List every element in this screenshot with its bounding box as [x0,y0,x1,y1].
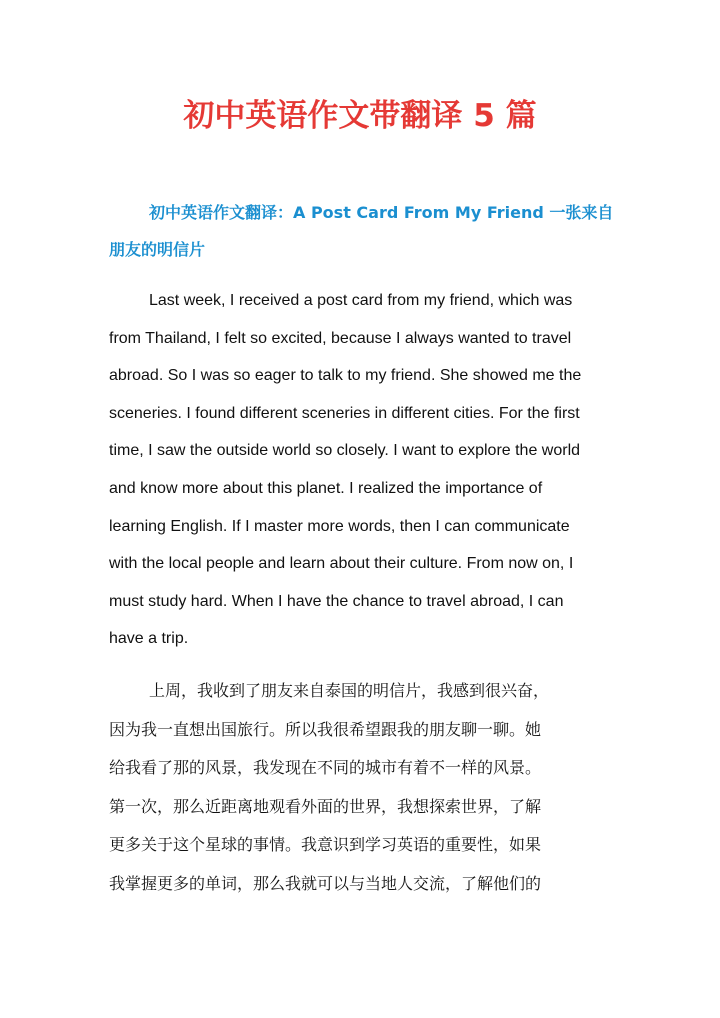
chinese-line: 给我看了那的风景，我发现在不同的城市有着不一样的风景。 [109,758,542,777]
english-line: from Thailand, I felt so excited, because I always wanted to travel [109,329,572,347]
chinese-line: 上周，我收到了朋友来自泰国的明信片，我感到很兴奋， [149,681,550,700]
chinese-line: 更多关于这个星球的事情。我意识到学习英语的重要性，如果 [109,835,542,854]
english-paragraph [109,282,619,658]
english-line: time, I saw the outside world so closely. I want to explore the world [109,442,581,460]
essay-subtitle-line-1 [109,194,619,231]
essay-subtitle-line-2: 朋友的明信片 [109,240,206,259]
chinese-translation-paragraph [109,672,619,903]
essay-subtitle [109,194,619,268]
document-title: 初中英语作文带翻译 5 篇 [183,98,537,134]
english-line: must study hard. When I have the chance to travel abroad, I can [109,592,564,610]
english-line: learning English. If I master more words, then I can communicate [109,517,570,535]
english-line: have a trip. [109,630,189,648]
english-line: abroad. So I was so eager to talk to my friend. She showed me the [109,367,582,385]
essay-subtitle-text-1: 初中英语作文翻译：A Post Card From My Friend 一张来自 [149,203,614,222]
english-line: with the local people and learn about their culture. From now on, I [109,555,574,573]
chinese-line: 第一次，那么近距离地观看外面的世界，我想探索世界，了解 [109,796,542,816]
english-line: sceneries. I found different sceneries in different cities. For the first [109,404,580,422]
chinese-line: 因为我一直想出国旅行。所以我很希望跟我的朋友聊一聊。她 [109,719,542,739]
chinese-line: 我掌握更多的单词，那么我就可以与当地人交流，了解他们的 [109,873,542,893]
english-line: Last week, I received a post card from my friend, which was [149,292,573,309]
english-line: and know more about this planet. I realized the importance of [109,479,543,497]
